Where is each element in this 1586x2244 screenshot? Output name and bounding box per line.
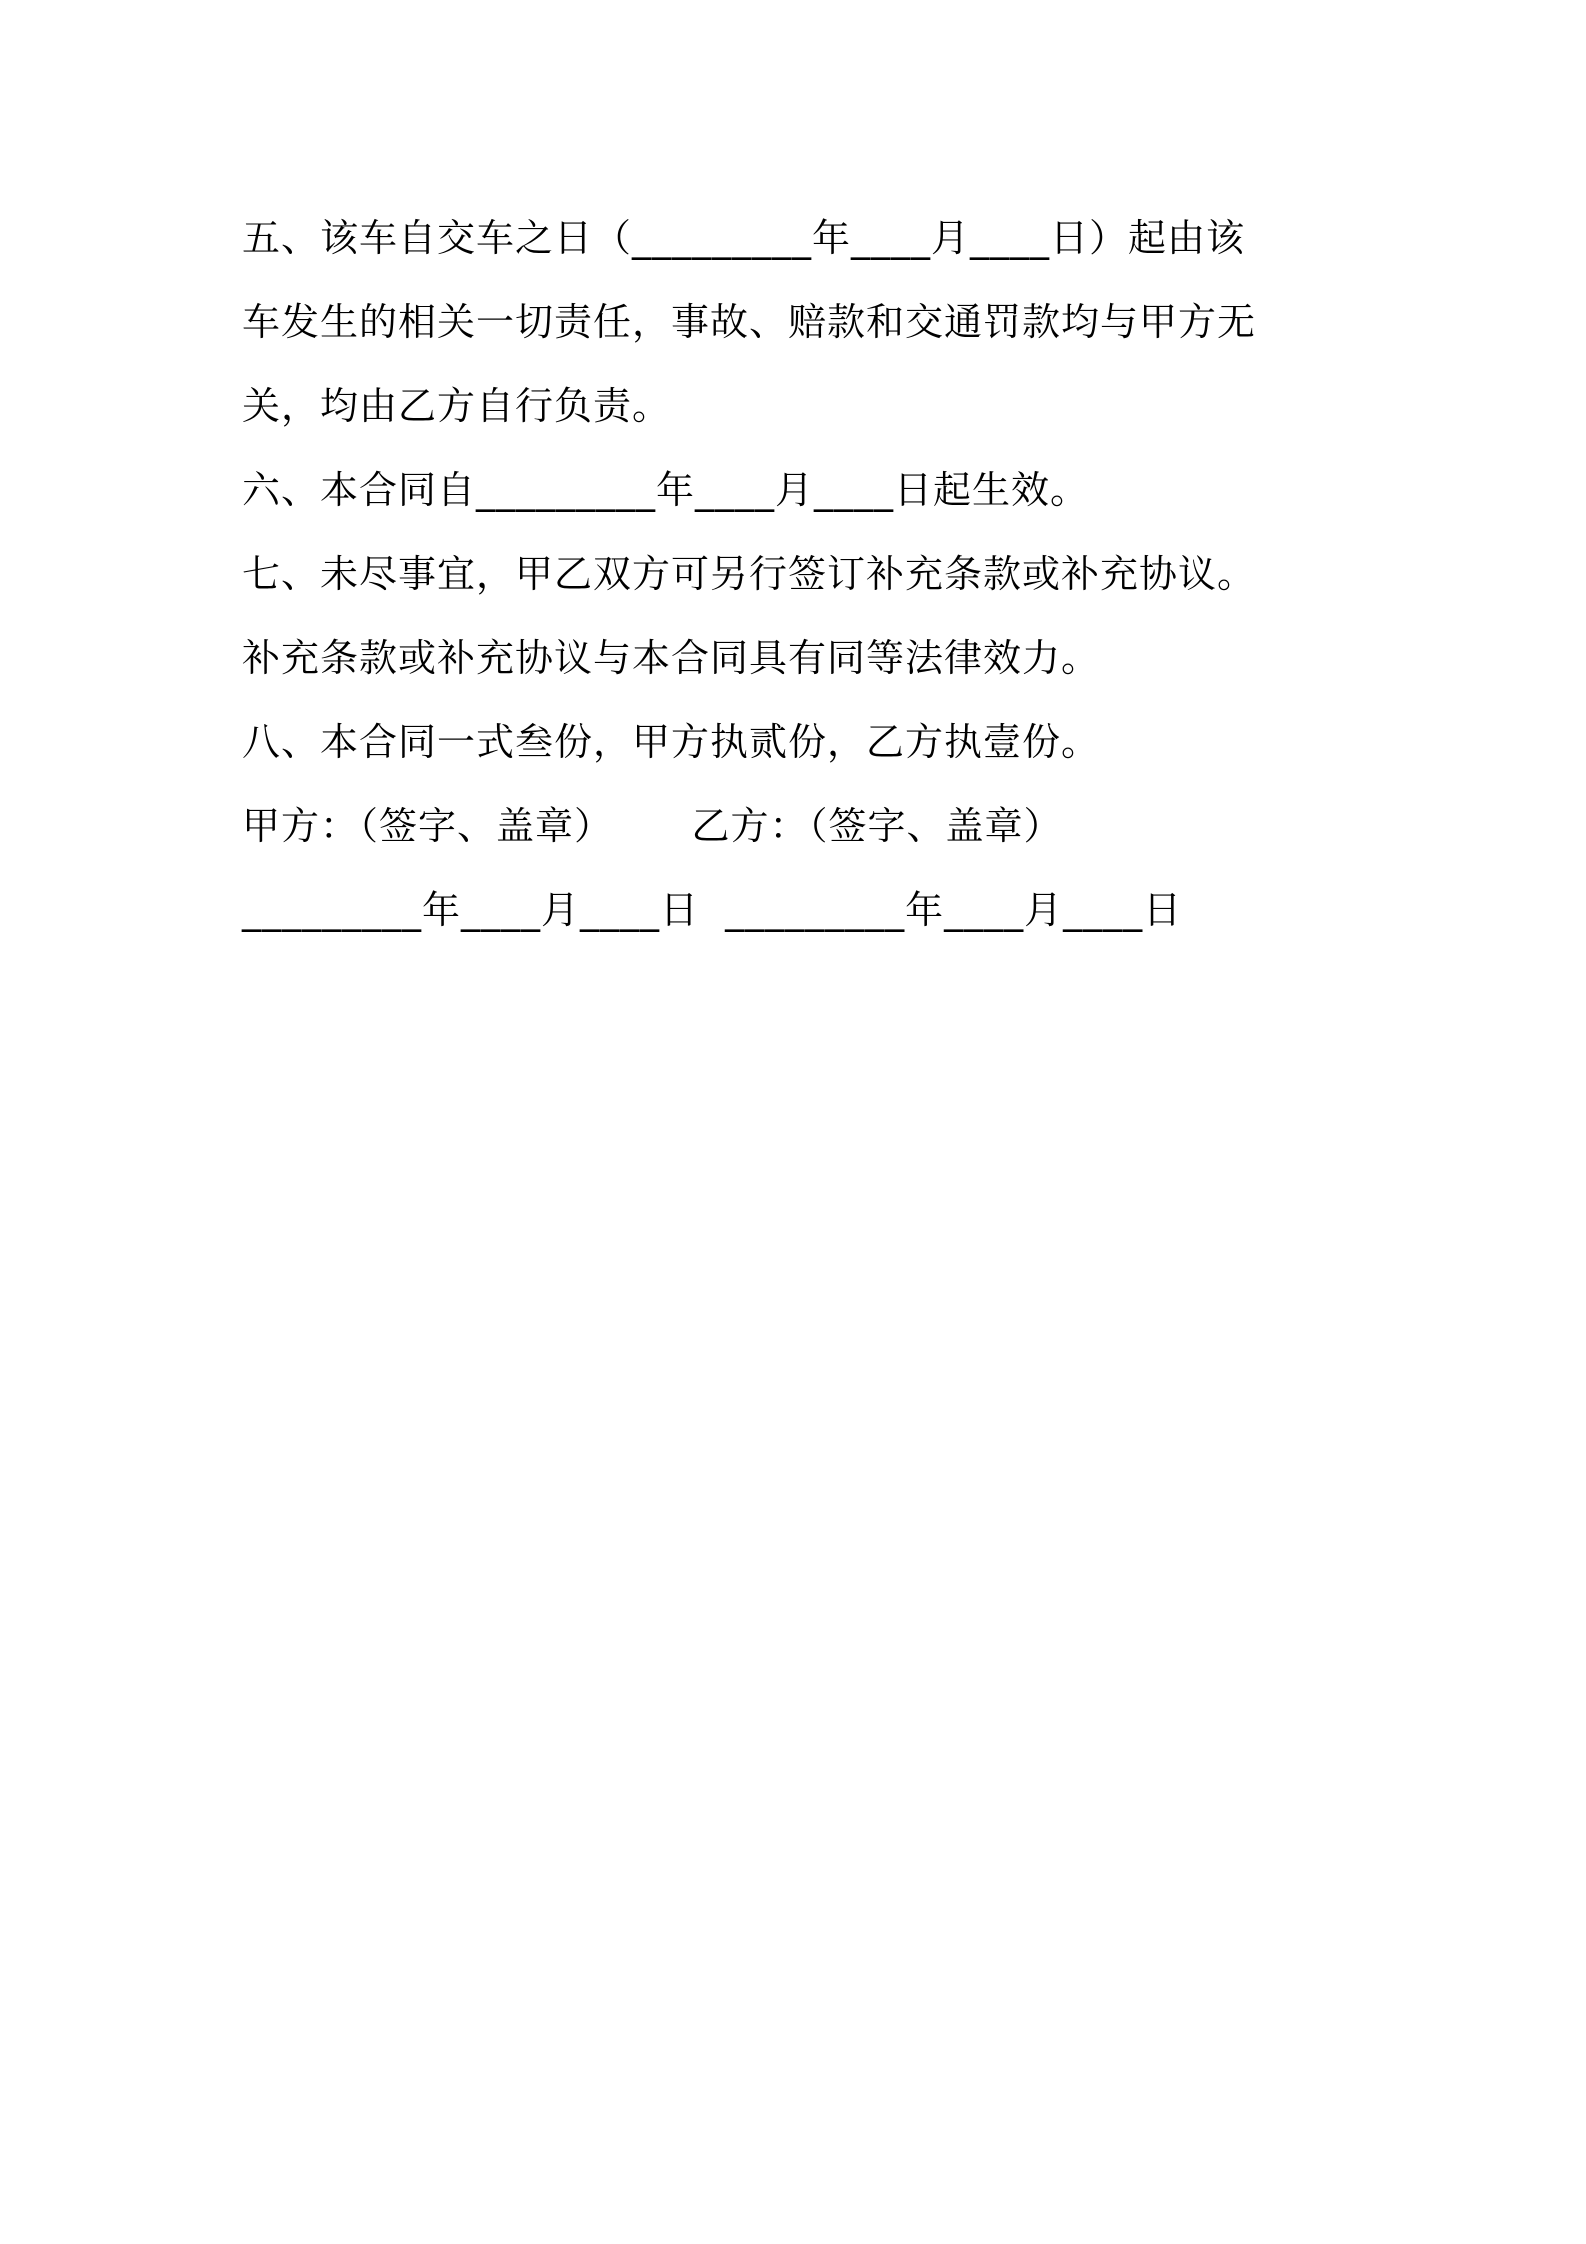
contract-body — [242, 196, 1362, 952]
clause-5-line-3: 关，均由乙方自行负责。 — [242, 384, 672, 428]
clause-5-line-1: 五、该车自交车之日（_________年____月____日）起由该 — [242, 216, 1246, 260]
clause-7-line-2: 补充条款或补充协议与本合同具有同等法律效力。 — [242, 636, 1101, 680]
signature-labels: 甲方：（签字、盖章） 乙方：（签字、盖章） — [242, 804, 1063, 848]
clause-8: 八、本合同一式叁份，甲方执贰份，乙方执壹份。 — [242, 720, 1101, 764]
signature-dates: _________年____月____日 _________年____月____日 — [242, 888, 1183, 932]
clause-5-line-2: 车发生的相关一切责任，事故、赔款和交通罚款均与甲方无 — [242, 300, 1257, 344]
clause-6: 六、本合同自_________年____月____日起生效。 — [242, 468, 1090, 512]
clause-7-line-1: 七、未尽事宜，甲乙双方可另行签订补充条款或补充协议。 — [242, 552, 1257, 596]
